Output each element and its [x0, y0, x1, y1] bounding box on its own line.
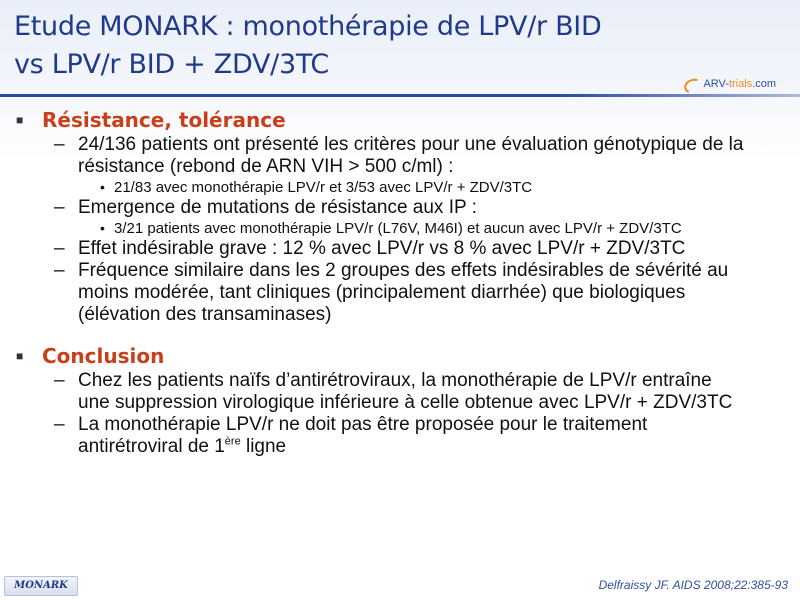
dot-bullet-icon: •	[100, 220, 105, 236]
section-heading-conclusion: ■ Conclusion	[16, 344, 165, 368]
logo-suffix: .com	[752, 78, 776, 90]
slide-body	[14, 104, 774, 458]
dot-bullet-icon: •	[100, 179, 105, 195]
last-item-suffix: ligne	[240, 436, 287, 457]
swoosh-icon	[682, 77, 700, 91]
dash-bullet-icon: –	[54, 414, 65, 435]
sub-list-item: • 3/21 patients avec monothérapie LPV/r (L76V, M46I) et aucun avec LPV/r + ZDV/3TC	[100, 220, 682, 237]
list-item: – Chez les patients naïfs d’antirétroviraux, la monothérapie de LPV/r entraîne une suppression virologique inférieure à celle obtenue avec LPV/r + ZDV/3TC	[54, 370, 733, 413]
sub-list-item: • 21/83 avec monothérapie LPV/r et 3/53 avec LPV/r + ZDV/3TC	[100, 179, 533, 196]
list-item: – Fréquence similaire dans les 2 groupes des effets indésirables de sévérité au moins modérée, tant cliniques (principalement diarrhée) que biologiques (élévation des transaminases)	[54, 260, 729, 325]
slide-title	[14, 8, 714, 84]
citation: Delfraissy JF. AIDS 2008;22:385-93	[598, 578, 788, 592]
square-bullet-icon: ■	[16, 349, 24, 363]
dash-bullet-icon: –	[54, 370, 65, 391]
dash-bullet-icon: –	[54, 134, 65, 155]
dash-bullet-icon: –	[54, 238, 65, 259]
arv-trials-logo	[682, 77, 776, 91]
slide-title-line-1: Etude MONARK : monothérapie de LPV/r BID	[14, 11, 602, 42]
study-badge: MONARK	[4, 576, 78, 596]
dash-bullet-icon: –	[54, 197, 65, 218]
list-item: – Effet indésirable grave : 12 % avec LPV/r vs 8 % avec LPV/r + ZDV/3TC	[54, 238, 686, 259]
title-divider	[0, 94, 800, 97]
slide-title-line-2: vs LPV/r BID + ZDV/3TC	[14, 49, 329, 80]
square-bullet-icon: ■	[16, 113, 24, 127]
dash-bullet-icon: –	[54, 260, 65, 281]
superscript-ere: ère	[224, 435, 241, 448]
logo-accent: trials	[728, 78, 753, 90]
last-item-text: La monothérapie LPV/r ne doit pas être proposée pour le traitement antirétroviral de 1	[78, 414, 648, 457]
section-heading-resistance: ■ Résistance, tolérance	[16, 108, 286, 132]
list-item: – Emergence de mutations de résistance aux IP :	[54, 197, 477, 218]
list-item	[54, 414, 774, 458]
logo-prefix: ARV-	[703, 78, 729, 90]
list-item: – 24/136 patients ont présenté les critères pour une évaluation génotypique de la résistance (rebond de ARN VIH > 500 c/ml) :	[54, 134, 744, 177]
